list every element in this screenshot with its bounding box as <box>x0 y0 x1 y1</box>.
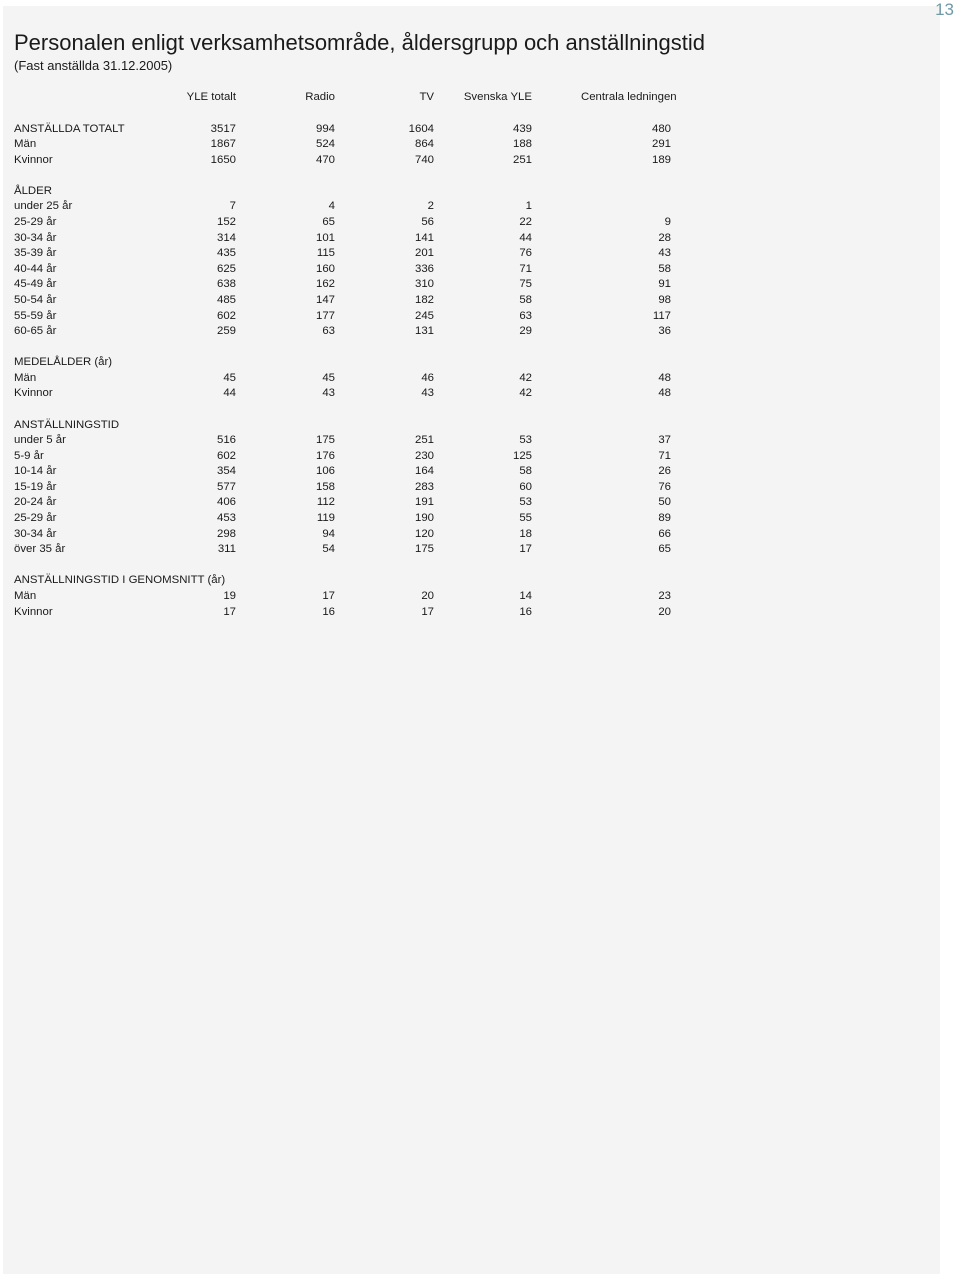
table-cell: 19 <box>223 589 236 602</box>
table-cell: 162 <box>315 278 335 291</box>
table-cell: 16 <box>519 605 532 618</box>
table-cell: 58 <box>519 293 532 306</box>
table-cell: 44 <box>519 231 532 244</box>
table-cell: 310 <box>414 278 434 291</box>
table-cell: 524 <box>315 138 335 151</box>
table-cell: 23 <box>658 589 671 602</box>
table-cell: 470 <box>315 153 335 166</box>
section-title-row <box>14 418 674 434</box>
table-cell: 191 <box>414 496 434 509</box>
table-cell: 7 <box>229 200 236 213</box>
table-cell: 63 <box>519 309 532 322</box>
table-cell: 71 <box>519 262 532 275</box>
table-cell: 314 <box>216 231 236 244</box>
table-cell: 1867 <box>210 138 236 151</box>
table-row <box>14 293 674 309</box>
table-cell: 43 <box>322 387 335 400</box>
row-label: 45-49 år <box>14 278 57 291</box>
table-cell: 4 <box>328 200 335 213</box>
table-cell: 453 <box>216 512 236 525</box>
table-cell: 190 <box>414 512 434 525</box>
table-cell: 37 <box>658 434 671 447</box>
table-cell: 201 <box>414 247 434 260</box>
table-cell: 50 <box>658 496 671 509</box>
table-cell: 14 <box>519 589 532 602</box>
table-cell: 17 <box>421 605 434 618</box>
table-cell: 1604 <box>408 122 434 135</box>
row-label: 30-34 år <box>14 231 57 244</box>
section-title: ANSTÄLLDA TOTALT <box>14 122 125 135</box>
table-cell: 131 <box>414 325 434 338</box>
table-row <box>14 511 674 527</box>
row-label: Kvinnor <box>14 153 53 166</box>
table-cell: 120 <box>414 527 434 540</box>
table-cell: 141 <box>414 231 434 244</box>
table-cell: 354 <box>216 465 236 478</box>
row-label: 35-39 år <box>14 247 57 260</box>
table-row <box>14 495 674 511</box>
table-cell: 16 <box>322 605 335 618</box>
table-cell: 439 <box>512 122 532 135</box>
table-cell: 176 <box>315 449 335 462</box>
table-row <box>14 464 674 480</box>
table-cell: 291 <box>651 138 671 151</box>
table-cell: 36 <box>658 325 671 338</box>
table-cell: 336 <box>414 262 434 275</box>
table-cell: 189 <box>651 153 671 166</box>
table-cell: 1650 <box>210 153 236 166</box>
table-cell: 251 <box>414 434 434 447</box>
table-cell: 259 <box>216 325 236 338</box>
table-cell: 46 <box>421 371 434 384</box>
table-cell: 58 <box>519 465 532 478</box>
row-label: Män <box>14 138 37 151</box>
row-label: 40-44 år <box>14 262 57 275</box>
table-cell: 29 <box>519 325 532 338</box>
table-cell: 164 <box>414 465 434 478</box>
table-cell: 160 <box>315 262 335 275</box>
section-title: ÅLDER <box>14 184 52 197</box>
table-cell: 117 <box>652 309 671 322</box>
table-cell: 994 <box>315 122 335 135</box>
table-row <box>14 262 674 278</box>
section-title: ANSTÄLLNINGSTID I GENOMSNITT (år) <box>14 574 226 587</box>
table-cell: 98 <box>658 293 671 306</box>
table-row <box>14 480 674 496</box>
column-header: Svenska YLE <box>463 91 532 103</box>
table-cell: 76 <box>519 247 532 260</box>
row-label: 10-14 år <box>14 465 57 478</box>
section-title: ANSTÄLLNINGSTID <box>14 418 120 431</box>
table-cell: 75 <box>519 278 532 291</box>
table-cell: 112 <box>316 496 335 509</box>
table-cell: 43 <box>421 387 434 400</box>
table-cell: 298 <box>216 527 236 540</box>
row-label: under 5 år <box>14 434 66 447</box>
table-cell: 22 <box>519 215 532 228</box>
table-cell: 106 <box>315 465 335 478</box>
table-cell: 3517 <box>210 122 236 135</box>
row-label: 30-34 år <box>14 527 57 540</box>
section-title: MEDELÅLDER (år) <box>14 356 113 369</box>
table-cell: 182 <box>414 293 434 306</box>
table-row <box>14 231 674 247</box>
section-title-row <box>14 573 674 589</box>
table-cell: 45 <box>223 371 236 384</box>
table-row <box>14 215 674 231</box>
table-cell: 602 <box>216 449 236 462</box>
table-cell: 60 <box>519 480 532 493</box>
table-cell: 283 <box>414 480 434 493</box>
table-row <box>14 199 674 215</box>
table-cell: 94 <box>322 527 335 540</box>
row-label: under 25 år <box>14 200 73 213</box>
row-label: 15-19 år <box>14 480 57 493</box>
row-label: Män <box>14 589 37 602</box>
table-cell: 125 <box>512 449 532 462</box>
column-header: TV <box>419 91 434 103</box>
table-row <box>14 589 674 605</box>
table-cell: 53 <box>519 496 532 509</box>
statistics-table <box>14 90 677 620</box>
table-cell: 119 <box>316 512 335 525</box>
table-cell: 577 <box>216 480 236 493</box>
table-cell: 53 <box>519 434 532 447</box>
table-row <box>14 324 674 340</box>
table-cell: 230 <box>414 449 434 462</box>
table-cell: 26 <box>658 465 671 478</box>
table-row <box>14 542 674 558</box>
column-header: Radio <box>305 91 335 103</box>
table-cell: 406 <box>216 496 236 509</box>
table-cell: 76 <box>658 480 671 493</box>
table-cell: 101 <box>315 231 335 244</box>
table-cell: 45 <box>322 371 335 384</box>
table-cell: 71 <box>658 449 671 462</box>
table-cell: 245 <box>414 309 434 322</box>
table-cell: 480 <box>651 122 671 135</box>
page-subtitle: (Fast anställda 31.12.2005) <box>14 58 173 73</box>
section-title-row <box>14 184 674 200</box>
table-cell: 177 <box>315 309 335 322</box>
table-cell: 115 <box>316 247 335 260</box>
table-cell: 17 <box>519 543 532 556</box>
row-label: 25-29 år <box>14 215 57 228</box>
column-header: Centrala ledningen <box>581 91 677 103</box>
table-row <box>14 449 674 465</box>
table-cell: 44 <box>223 387 236 400</box>
table-row <box>14 371 674 387</box>
table-cell: 1 <box>525 200 532 213</box>
row-label: 55-59 år <box>14 309 57 322</box>
table-cell: 42 <box>519 387 532 400</box>
table-cell: 638 <box>216 278 236 291</box>
column-header: YLE totalt <box>186 91 236 103</box>
row-label: över 35 år <box>14 543 66 556</box>
table-row <box>14 527 674 543</box>
table-cell: 864 <box>414 138 434 151</box>
table-cell: 435 <box>216 247 236 260</box>
table-cell: 43 <box>658 247 671 260</box>
table-cell: 20 <box>658 605 671 618</box>
table-cell: 158 <box>315 480 335 493</box>
table-row <box>14 137 674 153</box>
table-cell: 251 <box>512 153 532 166</box>
table-cell: 188 <box>512 138 532 151</box>
table-row <box>14 605 674 621</box>
table-cell: 311 <box>217 543 236 556</box>
table-cell: 516 <box>216 434 236 447</box>
table-row <box>14 153 674 169</box>
table-cell: 602 <box>216 309 236 322</box>
table-cell: 20 <box>421 589 434 602</box>
table-row <box>14 386 674 402</box>
table-cell: 2 <box>427 200 434 213</box>
table-cell: 56 <box>421 215 434 228</box>
table-row <box>14 309 674 325</box>
row-label: Kvinnor <box>14 605 53 618</box>
row-label: 20-24 år <box>14 496 57 509</box>
table-row <box>14 433 674 449</box>
row-label: Män <box>14 371 37 384</box>
table-cell: 9 <box>664 215 671 228</box>
table-cell: 55 <box>519 512 532 525</box>
table-row <box>14 277 674 293</box>
section-title-row <box>14 355 674 371</box>
table-cell: 625 <box>216 262 236 275</box>
table-header-row <box>14 90 677 106</box>
table-cell: 147 <box>315 293 335 306</box>
table-cell: 17 <box>223 605 236 618</box>
table-cell: 63 <box>322 325 335 338</box>
row-label: Kvinnor <box>14 387 53 400</box>
page-number: 13 <box>935 0 954 19</box>
table-cell: 89 <box>658 512 671 525</box>
table-cell: 65 <box>658 543 671 556</box>
table-cell: 152 <box>216 215 236 228</box>
table-cell: 175 <box>315 434 335 447</box>
table-row <box>14 246 674 262</box>
table-cell: 65 <box>322 215 335 228</box>
table-cell: 48 <box>658 371 671 384</box>
table-cell: 42 <box>519 371 532 384</box>
table-cell: 48 <box>658 387 671 400</box>
table-cell: 17 <box>322 589 335 602</box>
row-label: 25-29 år <box>14 512 57 525</box>
table-cell: 18 <box>519 527 532 540</box>
section-title-row <box>14 122 674 138</box>
table-cell: 66 <box>658 527 671 540</box>
page-title: Personalen enligt verksamhetsområde, åldersgrupp och anställningstid <box>14 30 705 55</box>
table-cell: 91 <box>658 278 671 291</box>
table-cell: 54 <box>322 543 335 556</box>
table-cell: 740 <box>414 153 434 166</box>
row-label: 5-9 år <box>14 449 44 462</box>
row-label: 60-65 år <box>14 325 57 338</box>
table-cell: 58 <box>658 262 671 275</box>
table-cell: 28 <box>658 231 671 244</box>
row-label: 50-54 år <box>14 293 57 306</box>
table-cell: 175 <box>414 543 434 556</box>
table-cell: 485 <box>216 293 236 306</box>
